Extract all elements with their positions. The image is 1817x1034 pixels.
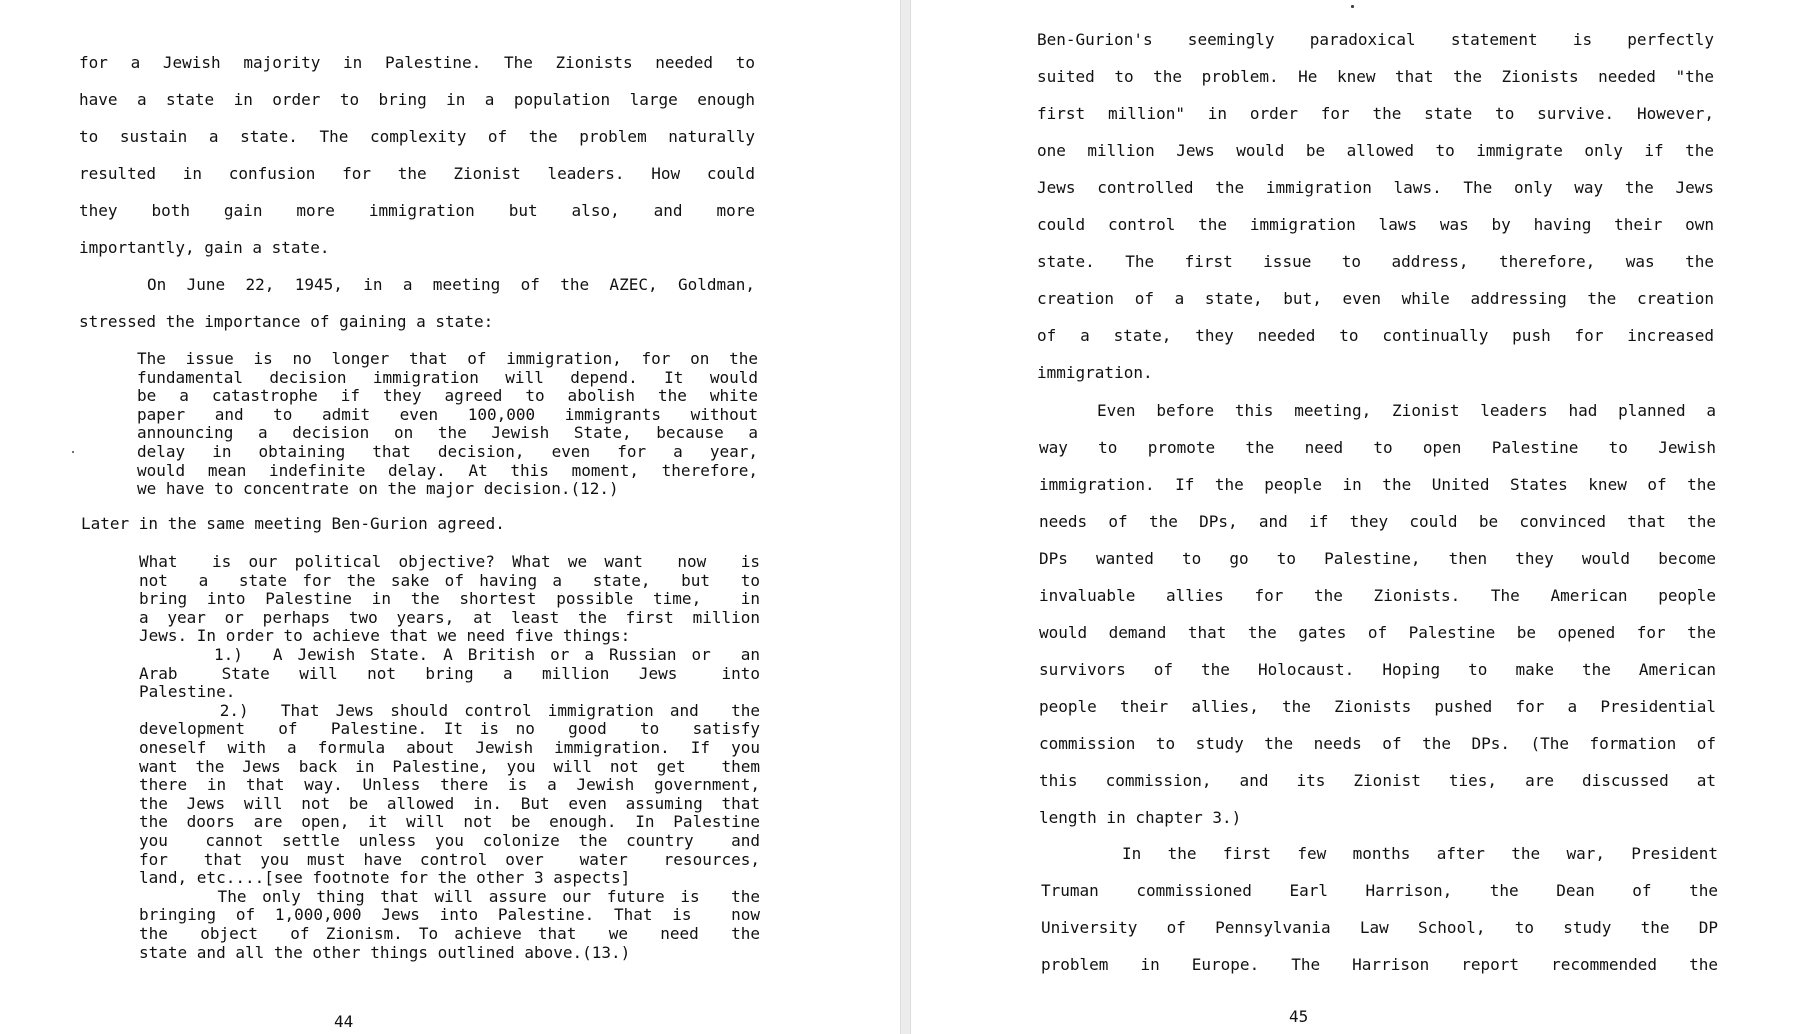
block-quote-line: What is our political objective? What we want now is: [139, 552, 760, 571]
block-quote-line: there in that way. Unless there is a Jewish government,: [139, 775, 760, 795]
block-quote-line: want the Jews back in Palestine, you will not get them: [139, 756, 760, 776]
block-quote-line: we have to concentrate on the major decision.(12.): [137, 479, 619, 499]
block-quote-line: The only thing that will assure our future is the: [139, 886, 760, 906]
body-text-line: In the first few months after the war, President: [1122, 844, 1718, 863]
body-text-line: Ben-Gurion's seemingly paradoxical statement is perfectly: [1037, 30, 1714, 49]
body-text-line: On June 22, 1945, in a meeting of the AZEC, Goldman,: [147, 275, 755, 294]
page-divider: [900, 0, 911, 1034]
block-quote-line: not a state for the sake of having a state, but to: [139, 570, 760, 590]
body-text-line: survivors of the Holocaust. Hoping to make the American: [1039, 660, 1716, 679]
body-text-line: University of Pennsylvania Law School, to study the DP: [1041, 918, 1718, 937]
body-text-line: have a state in order to bring in a population large enough: [79, 90, 755, 109]
body-text-line: Later in the same meeting Ben-Gurion agreed.: [81, 514, 505, 533]
scan-speck: [72, 451, 74, 453]
right-page: [911, 0, 1817, 1034]
block-quote-line: oneself with a formula about Jewish immigration. If you: [139, 738, 760, 757]
block-quote-line: bringing of 1,000,000 Jews into Palestine. That is now: [139, 905, 760, 925]
block-quote-line: be a catastrophe if they agreed to abolish the white: [137, 386, 758, 406]
body-text-line: immigration. If the people in the United States knew of the: [1039, 475, 1716, 494]
block-quote-line: fundamental decision immigration will depend. It would: [137, 367, 758, 387]
block-quote-line: Arab State will not bring a million Jews into: [139, 663, 760, 683]
body-text-line: to sustain a state. The complexity of the problem naturally: [79, 127, 755, 146]
block-quote-line: 1.) A Jewish State. A British or a Russian or an: [139, 645, 760, 664]
page-number-left: 44: [334, 1012, 354, 1031]
block-quote-line: land, etc....[see footnote for the other 3 aspects]: [139, 868, 631, 888]
left-page: [0, 0, 900, 1034]
body-text-line: first million" in order for the state to survive. However,: [1037, 104, 1714, 123]
body-text-line: length in chapter 3.): [1039, 808, 1242, 827]
body-text-line: one million Jews would be allowed to immigrate only if the: [1037, 141, 1714, 160]
body-text-line: they both gain more immigration but also, and more: [79, 201, 755, 220]
body-text-line: could control the immigration laws was by having their own: [1037, 215, 1714, 234]
block-quote-line: delay in obtaining that decision, even for a year,: [137, 442, 758, 461]
body-text-line: importantly, gain a state.: [79, 238, 330, 257]
block-quote-line: Palestine.: [139, 682, 236, 702]
body-text-line: commission to study the needs of the DPs. (The formation of: [1039, 734, 1716, 753]
scan-speck: [1351, 5, 1354, 8]
body-text-line: needs of the DPs, and if they could be convinced that the: [1039, 512, 1716, 531]
block-quote-line: paper and to admit even 100,000 immigrants without: [137, 404, 758, 424]
body-text-line: would demand that the gates of Palestine be opened for the: [1039, 623, 1716, 642]
body-text-line: DPs wanted to go to Palestine, then they would become: [1039, 549, 1716, 568]
block-quote-line: bring into Palestine in the shortest possible time, in: [139, 589, 760, 609]
block-quote-line: for that you must have control over water resources,: [139, 849, 760, 869]
body-text-line: resulted in confusion for the Zionist leaders. How could: [79, 164, 755, 183]
block-quote-line: the doors are open, it will not be enough. In Palestine: [139, 812, 760, 832]
block-quote-line: the object of Zionism. To achieve that we need the: [139, 924, 760, 943]
body-text-line: state. The first issue to address, therefore, was the: [1037, 252, 1714, 271]
page-number-right: 45: [1289, 1007, 1309, 1026]
block-quote-line: state and all the other things outlined above.(13.): [139, 942, 631, 962]
body-text-line: people their allies, the Zionists pushed for a Presidential: [1039, 697, 1716, 716]
block-quote-line: 2.) That Jews should control immigration and the: [139, 700, 760, 720]
body-text-line: problem in Europe. The Harrison report recommended the: [1041, 955, 1718, 974]
body-text-line: Even before this meeting, Zionist leaders had planned a: [1097, 401, 1716, 420]
body-text-line: immigration.: [1037, 363, 1153, 382]
body-text-line: stressed the importance of gaining a state:: [79, 312, 494, 331]
block-quote-line: a year or perhaps two years, at least the first million: [139, 607, 760, 627]
body-text-line: way to promote the need to open Palestine to Jewish: [1039, 438, 1716, 457]
body-text-line: suited to the problem. He knew that the Zionists needed "the: [1037, 67, 1714, 86]
body-text-line: invaluable allies for the Zionists. The American people: [1039, 586, 1716, 605]
body-text-line: this commission, and its Zionist ties, are discussed at: [1039, 771, 1716, 790]
block-quote-line: you cannot settle unless you colonize the country and: [139, 831, 760, 850]
block-quote-line: would mean indefinite delay. At this moment, therefore,: [137, 460, 758, 480]
block-quote-line: The issue is no longer that of immigration, for on the: [137, 349, 758, 368]
body-text-line: Jews controlled the immigration laws. The only way the Jews: [1037, 178, 1714, 197]
body-text-line: Truman commissioned Earl Harrison, the Dean of the: [1041, 881, 1718, 900]
body-text-line: of a state, they needed to continually push for increased: [1037, 326, 1714, 345]
block-quote-line: announcing a decision on the Jewish State, because a: [137, 423, 758, 443]
body-text-line: creation of a state, but, even while addressing the creation: [1037, 289, 1714, 308]
block-quote-line: Jews. In order to achieve that we need five things:: [139, 626, 631, 646]
body-text-line: for a Jewish majority in Palestine. The Zionists needed to: [79, 53, 755, 72]
block-quote-line: development of Palestine. It is no good to satisfy: [139, 719, 760, 739]
block-quote-line: the Jews will not be allowed in. But even assuming that: [139, 793, 760, 813]
